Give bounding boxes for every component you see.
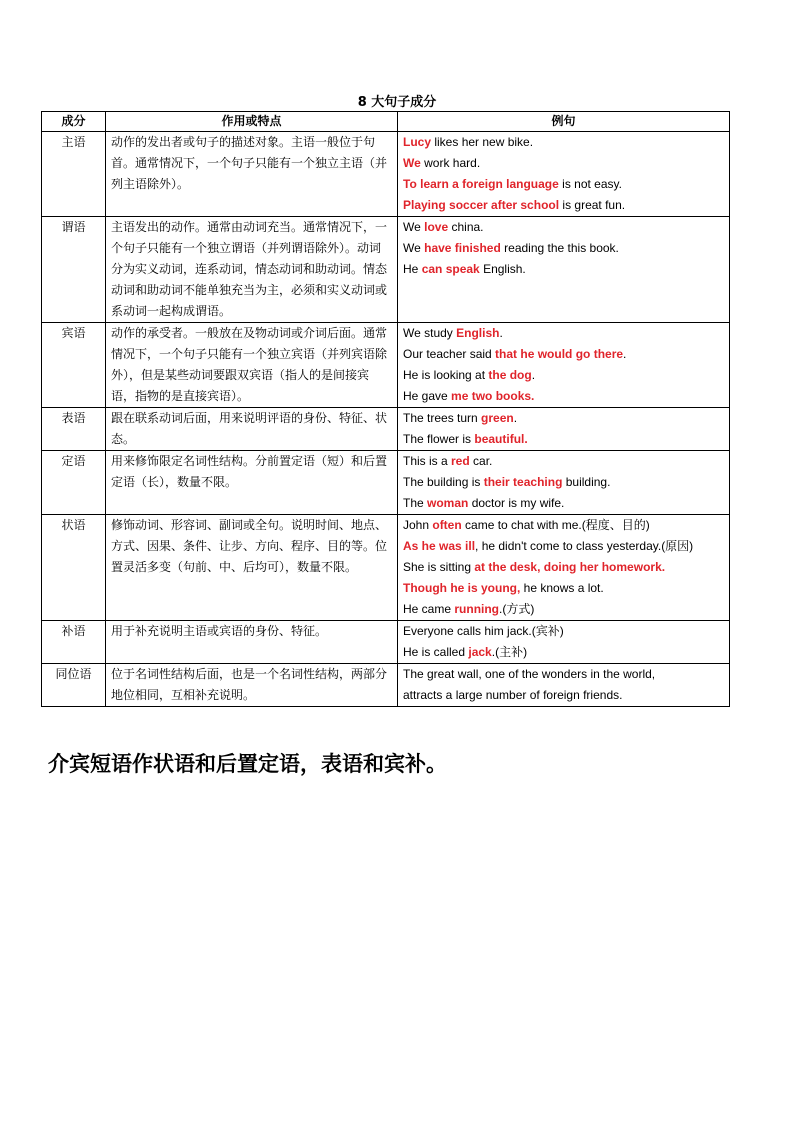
component-name: 谓语 (42, 217, 106, 323)
example-text: . (531, 368, 536, 382)
example-sentence (403, 429, 724, 450)
highlighted-phrase: running (454, 602, 500, 616)
component-name: 宾语 (42, 323, 106, 408)
highlighted-phrase: that he would go there (495, 347, 624, 361)
highlighted-phrase: their teaching (483, 475, 563, 489)
example-sentence (403, 132, 724, 153)
example-sentence (403, 451, 724, 472)
highlighted-phrase: English (456, 326, 500, 340)
example-sentence (403, 259, 724, 280)
example-sentence (403, 642, 724, 663)
example-sentence (403, 153, 724, 174)
header-function: 作用或特点 (106, 112, 398, 132)
table-row (42, 217, 730, 323)
example-text: building. (562, 475, 611, 489)
component-description: 用于补充说明主语或宾语的身份、特征。 (106, 621, 398, 664)
example-text: . (623, 347, 627, 361)
example-text: .(主补) (491, 645, 528, 659)
component-name: 主语 (42, 132, 106, 217)
example-sentence (403, 238, 724, 259)
highlighted-phrase: red (451, 454, 470, 468)
component-description: 跟在联系动词后面，用来说明评语的身份、特征、状态。 (106, 408, 398, 451)
example-text: likes her new bike. (431, 135, 534, 149)
example-text: doctor is my wife. (468, 496, 565, 510)
example-text: attracts a large number of foreign friends. (403, 688, 623, 702)
example-sentence (403, 664, 724, 685)
highlighted-phrase: As he was ill (403, 539, 476, 553)
example-sentence (403, 344, 724, 365)
component-examples (398, 664, 730, 707)
example-sentence (403, 536, 724, 557)
example-text: He came (403, 602, 455, 616)
component-description: 主语发出的动作。通常由动词充当。通常情况下，一个句子只能有一个独立谓语（并列谓语除外）。动词分为实义动词，连系动词，情态动词和助动词。情态动词和助动词不能单独充当为主，必须和实义动词或系动词一起构成谓语。 (106, 217, 398, 323)
example-text: He is looking at (403, 368, 489, 382)
example-text: is not easy. (558, 177, 622, 191)
component-description: 动作的发出者或句子的描述对象。主语一般位于句首。通常情况下，一个句子只能有一个独立主语（并列主语除外）。 (106, 132, 398, 217)
highlighted-phrase: love (424, 220, 449, 234)
highlighted-phrase: often (432, 518, 462, 532)
example-text: china. (448, 220, 484, 234)
table-row (42, 408, 730, 451)
example-sentence (403, 408, 724, 429)
example-sentence (403, 599, 724, 620)
example-text: The trees turn (403, 411, 482, 425)
example-text: We study (403, 326, 457, 340)
example-sentence (403, 195, 724, 216)
example-sentence (403, 685, 724, 706)
example-text: , he didn't come to class yesterday.(原因) (475, 539, 694, 553)
component-examples (398, 451, 730, 515)
component-description: 位于名词性结构后面，也是一个名词性结构，两部分地位相同，互相补充说明。 (106, 664, 398, 707)
example-sentence (403, 578, 724, 599)
component-examples (398, 217, 730, 323)
highlighted-phrase: the dog (488, 368, 532, 382)
example-text: Everyone calls him jack.(宾补) (403, 624, 564, 638)
sentence-components-table (41, 111, 730, 707)
footer-note: 介宾短语作状语和后置定语，表语和宾补。 (48, 751, 447, 776)
example-text: He (403, 262, 422, 276)
example-text: work hard. (420, 156, 481, 170)
highlighted-phrase: jack (468, 645, 492, 659)
example-text: He gave (403, 389, 452, 403)
example-text: came to chat with me.(程度、目的) (461, 518, 650, 532)
component-description: 动作的承受者。一般放在及物动词或介词后面。通常情况下，一个句子只能有一个独立宾语（并列宾语除外），但是某些动词要跟双宾语（指人的是间接宾语，指物的是直接宾语）。 (106, 323, 398, 408)
example-sentence (403, 621, 724, 642)
table-row (42, 323, 730, 408)
highlighted-phrase: woman (427, 496, 469, 510)
table-row (42, 132, 730, 217)
example-text: The flower is (403, 432, 475, 446)
example-sentence (403, 365, 724, 386)
table-row (42, 621, 730, 664)
example-text: She is sitting (403, 560, 475, 574)
component-examples (398, 408, 730, 451)
example-sentence (403, 217, 724, 238)
example-sentence (403, 557, 724, 578)
highlighted-phrase: Though he is young, (403, 581, 521, 595)
component-name: 定语 (42, 451, 106, 515)
highlighted-phrase: can speak (421, 262, 480, 276)
highlighted-phrase: green (481, 411, 514, 425)
table-row (42, 515, 730, 621)
highlighted-phrase: To learn a foreign language (403, 177, 559, 191)
table-row (42, 664, 730, 707)
example-text: car. (469, 454, 493, 468)
component-examples (398, 323, 730, 408)
example-text: The (403, 496, 428, 510)
example-sentence (403, 386, 724, 407)
example-sentence (403, 472, 724, 493)
highlighted-phrase: me two books. (451, 389, 535, 403)
component-name: 表语 (42, 408, 106, 451)
example-text: he knows a lot. (520, 581, 604, 595)
highlighted-phrase: at the desk, doing her homework. (474, 560, 666, 574)
example-text: English. (479, 262, 526, 276)
component-description: 修饰动词、形容词、副词或全句。说明时间、地点、方式、因果、条件、让步、方向、程序、目的等。位置灵活多变（句前、中、后均可），数量不限。 (106, 515, 398, 621)
example-text: We (403, 241, 425, 255)
example-text: We (403, 220, 425, 234)
component-examples (398, 621, 730, 664)
component-name: 补语 (42, 621, 106, 664)
example-text: .(方式) (499, 602, 535, 616)
component-name: 状语 (42, 515, 106, 621)
table-header-row (42, 112, 730, 132)
example-sentence (403, 515, 724, 536)
highlighted-phrase: beautiful. (474, 432, 528, 446)
highlighted-phrase: have finished (424, 241, 501, 255)
page-title: 8 大句子成分 (357, 95, 437, 110)
component-name: 同位语 (42, 664, 106, 707)
highlighted-phrase: We (403, 156, 421, 170)
highlighted-phrase: Playing soccer after school (403, 198, 560, 212)
example-text: Our teacher said (403, 347, 496, 361)
component-examples (398, 132, 730, 217)
example-text: reading the this book. (500, 241, 619, 255)
table-row (42, 451, 730, 515)
highlighted-phrase: Lucy (403, 135, 432, 149)
component-description: 用来修饰限定名词性结构。分前置定语（短）和后置定语（长），数量不限。 (106, 451, 398, 515)
example-sentence (403, 323, 724, 344)
header-example: 例句 (398, 112, 730, 132)
example-text: He is called (403, 645, 469, 659)
example-sentence (403, 174, 724, 195)
example-text: The building is (403, 475, 484, 489)
component-examples (398, 515, 730, 621)
example-text: The great wall, one of the wonders in the world, (403, 667, 656, 681)
example-text: . (513, 411, 518, 425)
header-component: 成分 (42, 112, 106, 132)
example-text: John (403, 518, 433, 532)
example-text: . (499, 326, 503, 340)
example-text: This is a (403, 454, 452, 468)
example-sentence (403, 493, 724, 514)
example-text: is great fun. (559, 198, 626, 212)
